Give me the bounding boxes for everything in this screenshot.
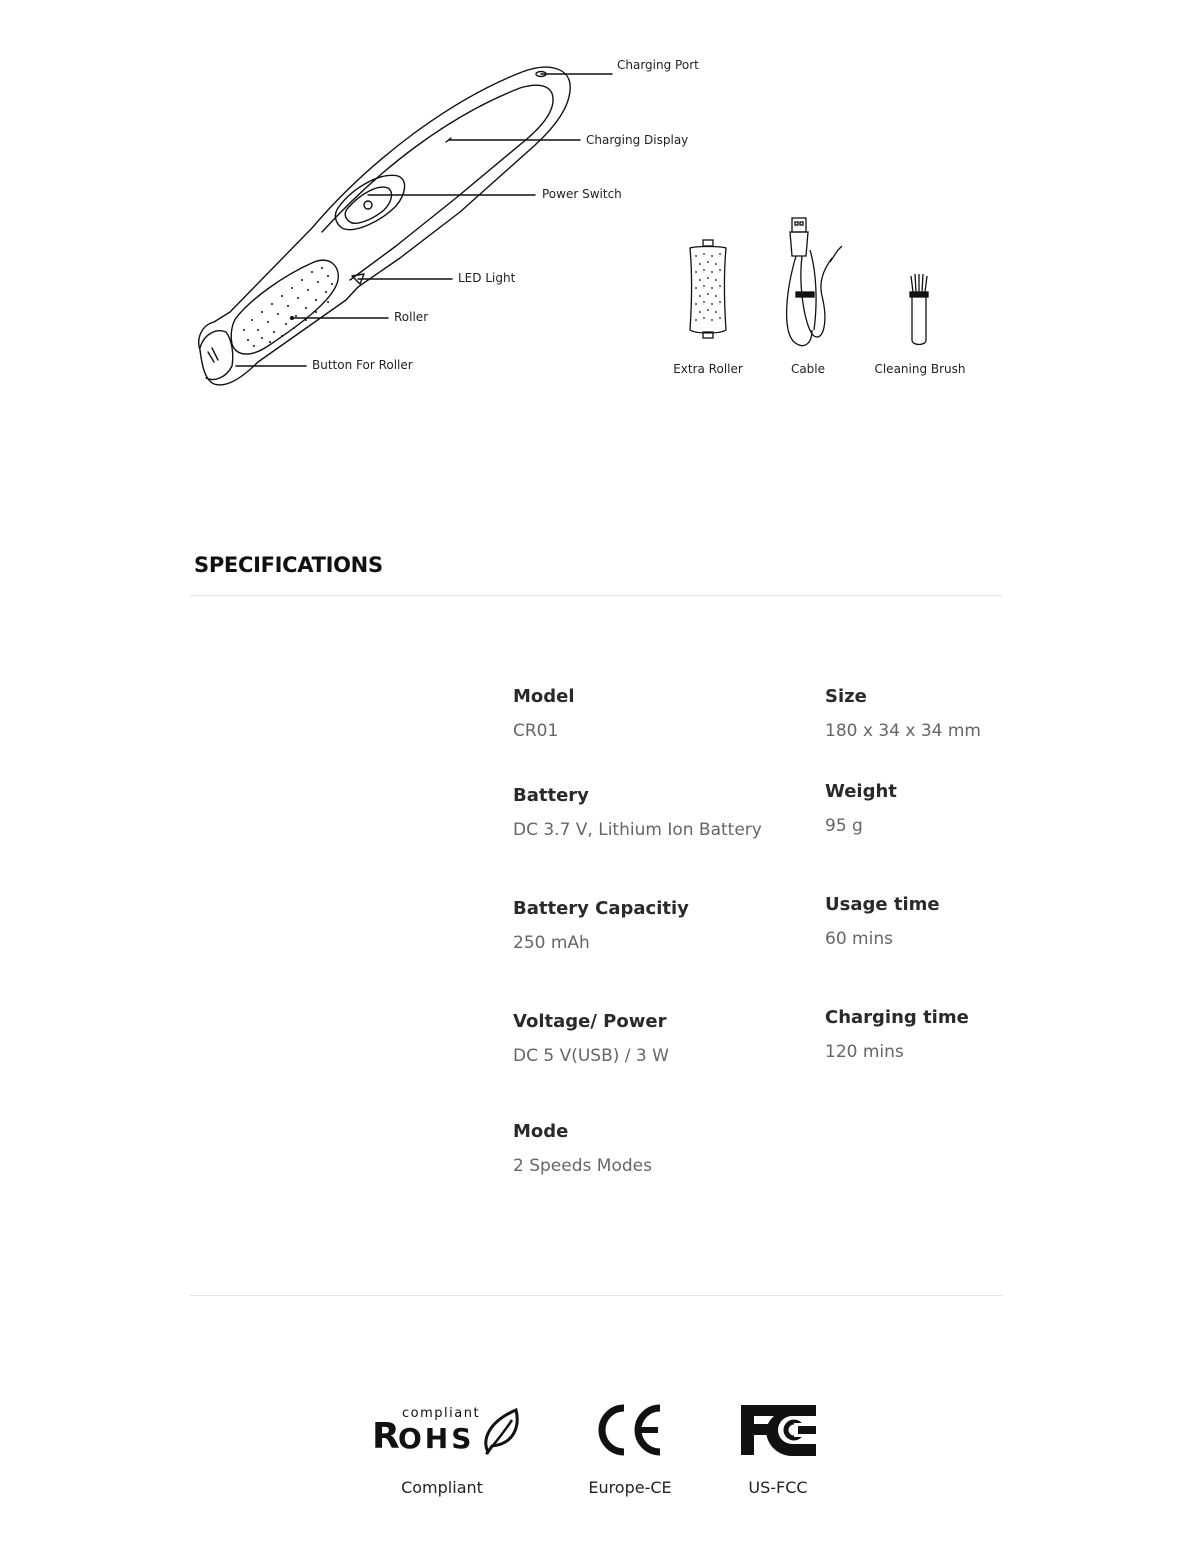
spec-item-size [825,686,981,741]
section-divider-bottom [190,1295,1003,1296]
svg-text:compliant: compliant [402,1406,481,1421]
spec-label: Weight [825,781,897,802]
spec-value: 250 mAh [513,933,590,953]
spec-value: 120 mins [825,1042,904,1062]
spec-label: Usage time [825,894,940,915]
spec-label: Model [513,686,575,707]
rohs-logo [368,1400,528,1456]
spec-item-charging-time [825,1007,969,1062]
cert-label-ce: Europe-CE [588,1478,672,1497]
section-divider-top [190,595,1003,596]
ce-logo [594,1402,666,1458]
accessory-label-cleaning-brush: Cleaning Brush [874,362,966,376]
spec-value: CR01 [513,721,559,741]
spec-value: 60 mins [825,929,893,949]
callout-charging-display: Charging Display [586,133,689,147]
foot-file-device-illustration [0,0,1197,420]
spec-value: DC 5 V(USB) / 3 W [513,1046,669,1066]
spec-value: DC 3.7 V, Lithium Ion Battery [513,820,762,840]
spec-item-weight [825,781,897,836]
spec-item-battery-capacity [513,898,689,953]
spec-label: Voltage/ Power [513,1011,667,1032]
spec-label: Charging time [825,1007,969,1028]
spec-item-mode [513,1121,652,1176]
spec-item-voltage-power [513,1011,669,1066]
product-diagram [0,0,1197,420]
spec-label: Battery Capacitiy [513,898,689,919]
cert-label-rohs: Compliant [401,1478,483,1497]
accessory-label-extra-roller: Extra Roller [673,362,743,376]
callout-charging-port: Charging Port [617,58,699,72]
spec-value: 95 g [825,816,863,836]
callout-roller: Roller [394,310,429,324]
svg-text:R: R [372,1416,401,1456]
specifications-title: SPECIFICATIONS [194,553,383,577]
cert-label-fcc: US-FCC [748,1478,808,1497]
callout-led-light: LED Light [458,271,516,285]
svg-text:OHS: OHS [398,1422,475,1455]
brush-icon [910,274,928,345]
callout-power-switch: Power Switch [542,187,622,201]
accessory-label-cable: Cable [790,362,826,376]
spec-value: 2 Speeds Modes [513,1156,652,1176]
spec-label: Battery [513,785,589,806]
spec-label: Size [825,686,867,707]
fcc-logo [738,1402,820,1458]
usb-cable-icon [787,218,842,346]
spec-value: 180 x 34 x 34 mm [825,721,981,741]
spec-item-model [513,686,575,741]
callout-button-for-roller: Button For Roller [312,358,413,372]
spec-item-usage-time [825,894,940,949]
spec-label: Mode [513,1121,569,1142]
roller-icon [690,240,726,338]
spec-item-battery [513,785,762,840]
